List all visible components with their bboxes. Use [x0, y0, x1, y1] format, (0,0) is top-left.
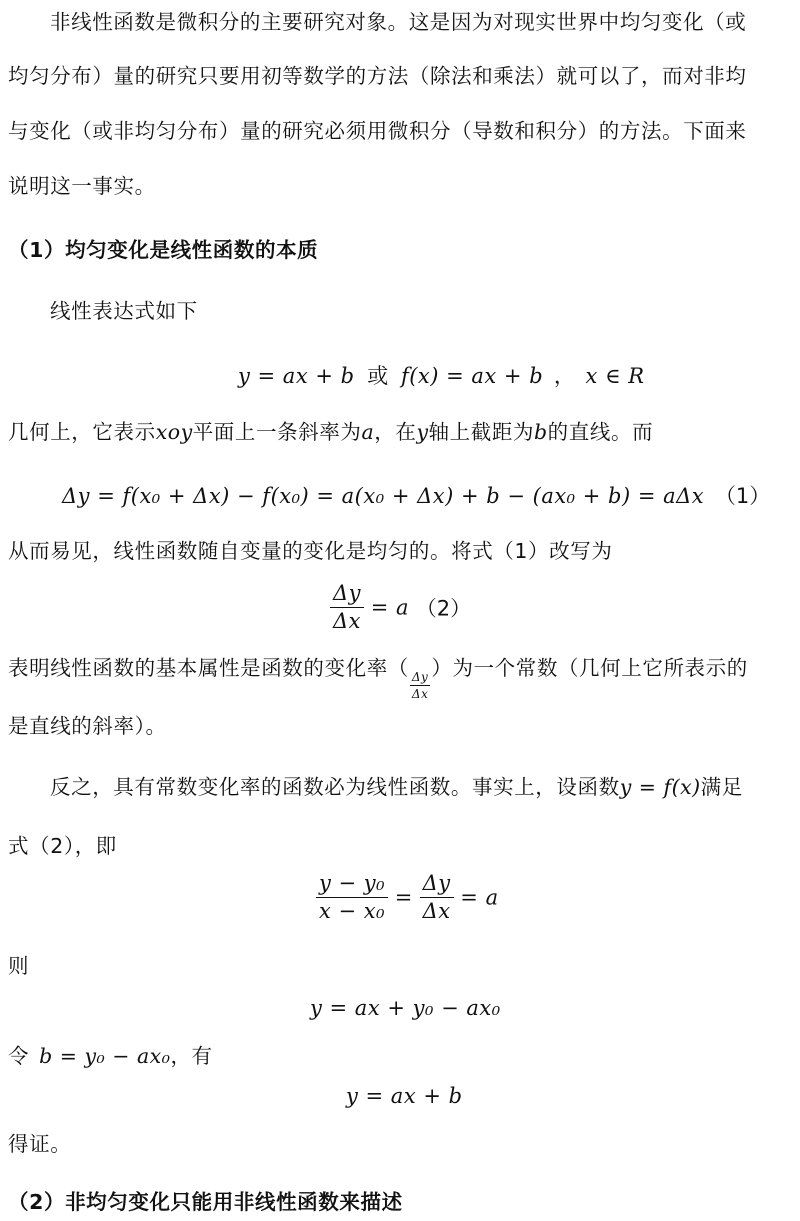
math-var: xoy — [155, 420, 193, 444]
text-span: 的直线。而 — [547, 420, 654, 444]
text-span: 平面上一条斜率为 — [192, 420, 362, 444]
equation-2-rhs: = a — [370, 595, 410, 620]
paragraph-line: 从而易见，线性函数随自变量的变化是均匀的。将式（1）改写为 — [8, 539, 613, 563]
equation-5-body: y = ax + b — [346, 1084, 463, 1108]
paragraph-line: 则 — [8, 954, 30, 978]
text-span: ，在 — [374, 420, 417, 444]
paragraph-line: 说明这一事实。 — [8, 174, 156, 198]
domain-expression: x ∈ R — [585, 364, 645, 388]
math-expression: y = f(x) — [619, 775, 701, 799]
paragraph-line: 均匀分布）量的研究只要用初等数学的方法（除法和乘法）就可以了，而对非均 — [8, 64, 747, 88]
inline-fraction — [409, 671, 431, 701]
linear-equation-y: y = ax + b — [238, 364, 355, 388]
text-span: 反之，具有常数变化率的函数必为线性函数。事实上，设函数 — [50, 775, 620, 799]
equation-3-fraction-2 — [420, 872, 454, 923]
equation-4 — [310, 996, 501, 1020]
paragraph-line — [8, 418, 794, 446]
paragraph-line — [8, 654, 794, 701]
fraction-numerator: y − y₀ — [316, 872, 388, 898]
paragraph-line: 式（2），即 — [8, 834, 117, 858]
equation-4-body: y = ax + y₀ − ax₀ — [310, 996, 501, 1020]
linear-equation-f: f(x) = ax + b — [400, 364, 544, 388]
linear-equation: y = ax + b 或 f(x) = ax + b ， x ∈ R — [238, 364, 645, 388]
fraction-numerator: Δy — [420, 872, 454, 898]
equation-2-fraction — [330, 582, 364, 633]
math-var: a — [361, 420, 375, 444]
text-span: 表明线性函数的基本属性是函数的变化率（ — [8, 656, 409, 680]
paragraph-line: 与变化（或非均匀分布）量的研究必须用微积分（导数和积分）的方法。下面来 — [8, 119, 747, 143]
fraction-denominator: x − x₀ — [319, 899, 386, 924]
fraction-denominator: Δx — [333, 609, 362, 634]
paragraph-line — [8, 1042, 794, 1070]
equation-2 — [330, 582, 471, 633]
equals-sign: = — [394, 885, 413, 910]
fraction-numerator: Δy — [330, 582, 364, 608]
section-heading: （1）均匀变化是线性函数的本质 — [8, 238, 319, 262]
paragraph-line: 是直线的斜率）。 — [8, 714, 167, 738]
paragraph-line: 得证。 — [8, 1132, 72, 1156]
text-span: ，有 — [170, 1044, 213, 1068]
fraction-numerator: Δy — [410, 671, 430, 686]
paragraph-line — [50, 773, 794, 801]
equation-3-fraction-1 — [316, 872, 388, 923]
paragraph-line: 线性表达式如下 — [50, 299, 198, 323]
text-span: 令 — [8, 1044, 30, 1068]
equation-3-rhs: = a — [460, 885, 499, 910]
or-word: 或 — [367, 364, 389, 388]
text-span: 满足 — [700, 775, 743, 799]
math-var: b — [534, 420, 548, 444]
equation-1-tag: （1） — [714, 484, 771, 508]
equation-3 — [316, 872, 499, 923]
fraction-denominator: Δx — [422, 899, 451, 924]
equation-1-body: Δy = f(x₀ + Δx) − f(x₀) = a(x₀ + Δx) + b − (ax₀ + b) = aΔx — [62, 484, 705, 508]
equation-2-tag: （2） — [415, 596, 472, 621]
math-var: y — [416, 420, 429, 444]
equation-5 — [346, 1084, 463, 1108]
equation-1 — [62, 480, 770, 510]
fraction-denominator: Δx — [411, 687, 429, 702]
text-span: 几何上，它表示 — [8, 420, 156, 444]
text-span: ）为一个常数（几何上它所表示的 — [431, 656, 748, 680]
paragraph-line: 非线性函数是微积分的主要研究对象。这是因为对现实世界中均匀变化（或 — [50, 10, 747, 34]
section-heading: （2）非均匀变化只能用非线性函数来描述 — [8, 1190, 403, 1214]
math-expression: b = y₀ − ax₀ — [39, 1044, 171, 1068]
text-span: 轴上截距为 — [428, 420, 535, 444]
